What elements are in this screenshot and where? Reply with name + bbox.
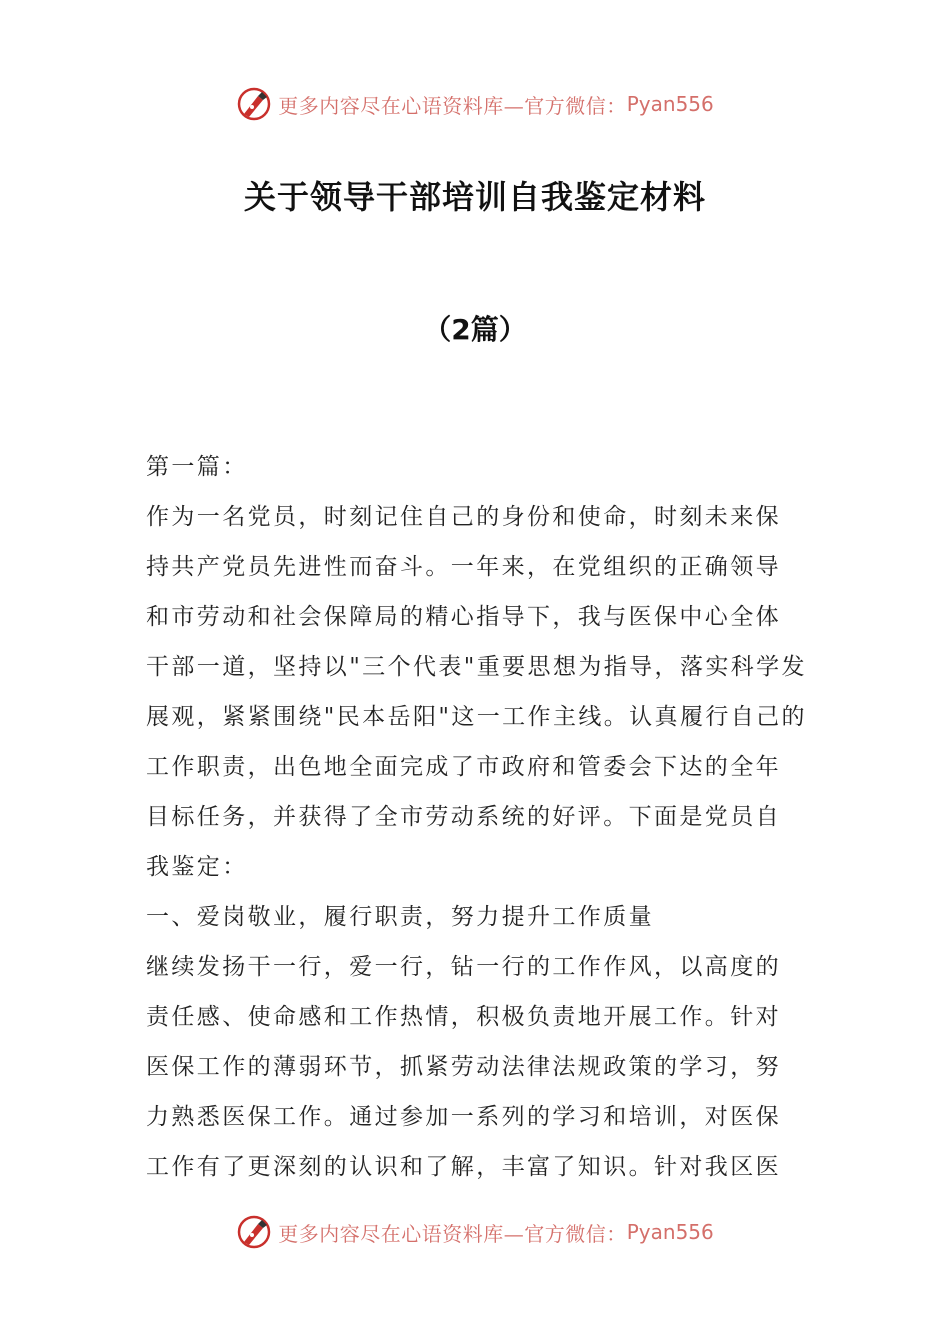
document-title: 关于领导干部培训自我鉴定材料 (243, 178, 706, 216)
subsection-heading: 一、爱岗敬业，履行职责，努力提升工作质量 (146, 904, 654, 930)
paragraph-line: 持共产党员先进性而奋斗。一年来，在党组织的正确领导 (146, 554, 781, 580)
pen-nib-logo-icon (236, 86, 272, 122)
pen-nib-logo-icon (236, 1214, 272, 1250)
paragraph-line: 力熟悉医保工作。通过参加一系列的学习和培训，对医保 (146, 1104, 781, 1130)
paragraph-line: 和市劳动和社会保障局的精心指导下，我与医保中心全体 (146, 604, 781, 630)
section-heading: 第一篇： (146, 454, 248, 480)
document-body (146, 442, 810, 1192)
paragraph-line: 干部一道，坚持以"三个代表"重要思想为指导，落实科学发 (146, 654, 807, 680)
paragraph-line: 工作有了更深刻的认识和了解，丰富了知识。针对我区医 (146, 1154, 781, 1180)
watermark-text: 更多内容尽在心语资料库—官方微信： (278, 93, 627, 118)
paragraph-line: 医保工作的薄弱环节，抓紧劳动法律法规政策的学习，努 (146, 1054, 781, 1080)
paragraph-line: 展观，紧紧围绕"民本岳阳"这一工作主线。认真履行自己的 (146, 704, 807, 730)
document-subtitle: （2篇） (423, 313, 527, 346)
paragraph-line: 我鉴定： (146, 854, 248, 880)
paragraph-line: 工作职责，出色地全面完成了市政府和管委会下达的全年 (146, 754, 781, 780)
header-watermark (0, 84, 950, 124)
paragraph-line: 作为一名党员，时刻记住自己的身份和使命，时刻未来保 (146, 504, 781, 530)
paragraph-line: 责任感、使命感和工作热情，积极负责地开展工作。针对 (146, 1004, 781, 1030)
watermark-handle: Pyan556 (626, 92, 714, 116)
watermark-text: 更多内容尽在心语资料库—官方微信： (278, 1221, 627, 1246)
watermark-handle: Pyan556 (626, 1220, 714, 1244)
footer-watermark (0, 1212, 950, 1252)
paragraph-line: 目标任务，并获得了全市劳动系统的好评。下面是党员自 (146, 804, 781, 830)
paragraph-line: 继续发扬干一行，爱一行，钻一行的工作作风，以高度的 (146, 954, 781, 980)
